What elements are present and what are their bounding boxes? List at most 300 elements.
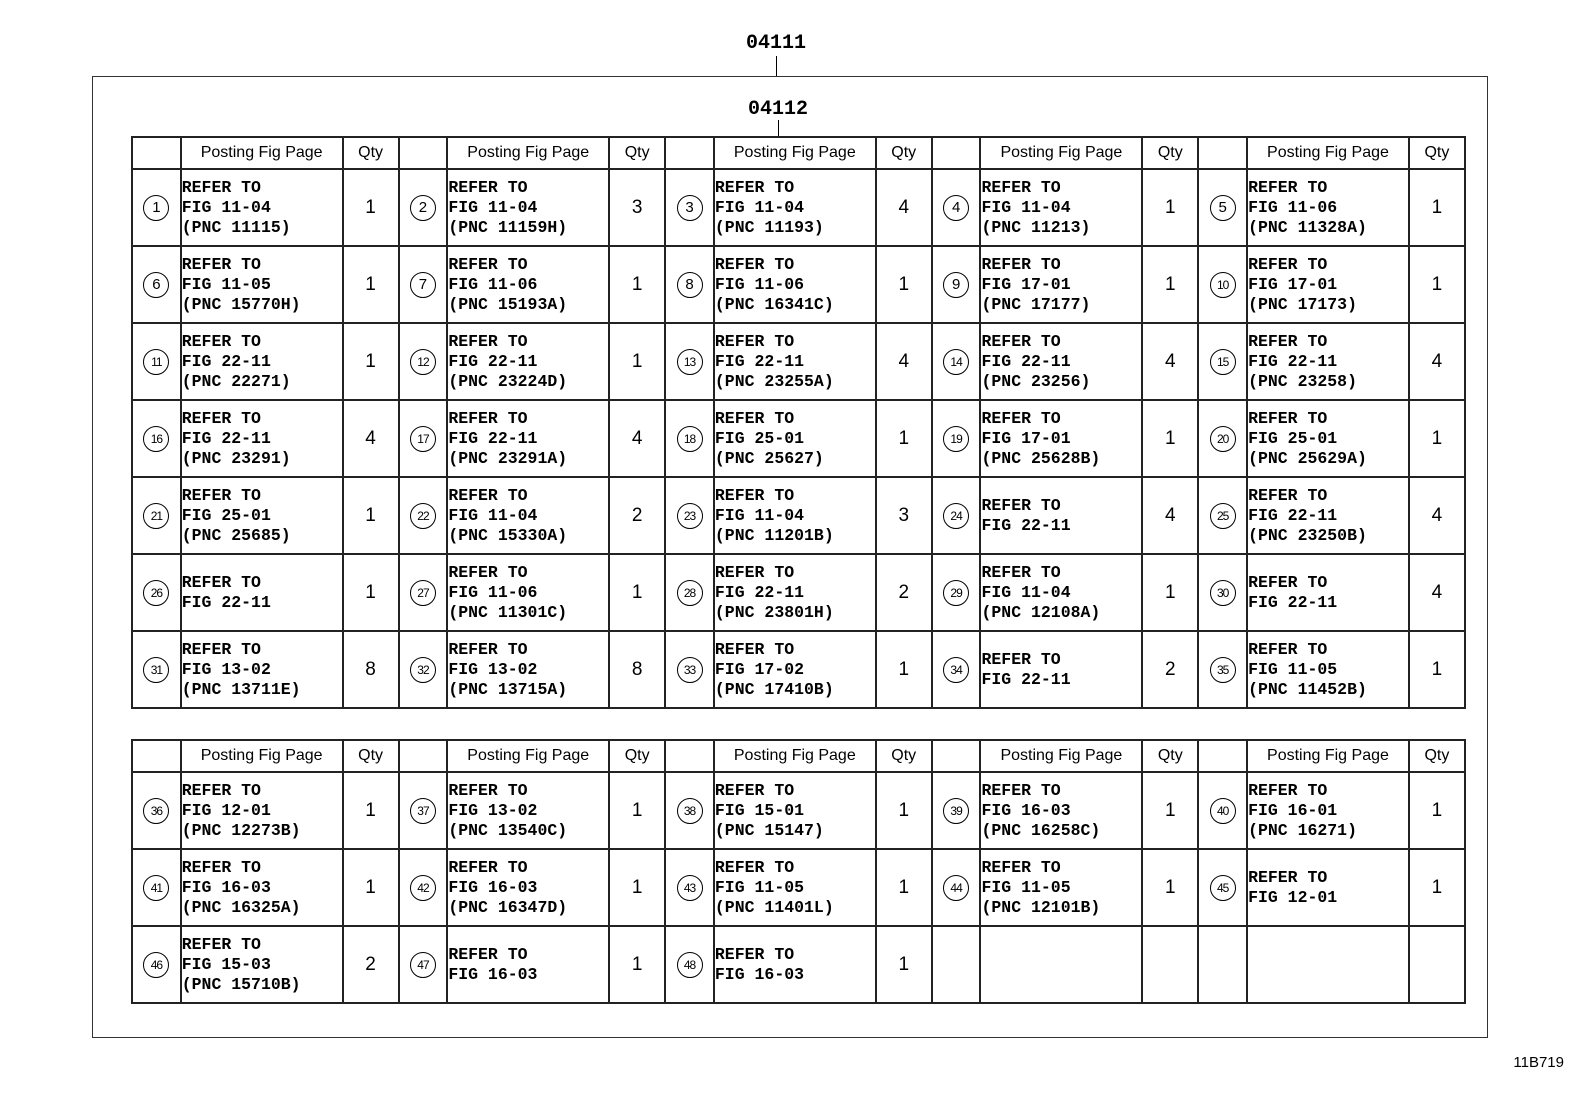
reference-cell bbox=[181, 849, 343, 926]
callout-number: 45 bbox=[1210, 875, 1236, 901]
qty-cell: 4 bbox=[1409, 477, 1465, 554]
callout-cell bbox=[399, 631, 448, 708]
parts-table-1 bbox=[131, 136, 1466, 709]
header-qty: Qty bbox=[609, 137, 665, 169]
reference-cell bbox=[181, 772, 343, 849]
callout-number: 15 bbox=[1210, 349, 1236, 375]
callout-cell bbox=[932, 246, 981, 323]
header-posting: Posting Fig Page bbox=[181, 137, 343, 169]
refer-to-text: REFER TO bbox=[981, 649, 1061, 669]
callout-number: 1 bbox=[143, 195, 169, 221]
refer-to-text: REFER TO bbox=[448, 331, 528, 351]
callout-number: 10 bbox=[1210, 272, 1236, 298]
fig-reference: FIG 11-05 bbox=[181, 274, 271, 294]
pnc-number: (PNC 11301C) bbox=[448, 602, 568, 622]
qty-cell: 1 bbox=[876, 246, 932, 323]
refer-to-text: REFER TO bbox=[181, 254, 261, 274]
callout-number: 23 bbox=[677, 503, 703, 529]
qty-cell: 1 bbox=[343, 554, 399, 631]
refer-to-text: REFER TO bbox=[714, 408, 795, 428]
fig-reference: FIG 25-01 bbox=[714, 428, 805, 448]
callout-number: 3 bbox=[677, 195, 703, 221]
header-posting: Posting Fig Page bbox=[447, 740, 609, 772]
pnc-number: (PNC 15770H) bbox=[181, 294, 301, 314]
fig-reference: FIG 11-04 bbox=[981, 197, 1071, 217]
callout-cell bbox=[665, 849, 714, 926]
fig-reference: FIG 11-06 bbox=[448, 274, 538, 294]
table-row bbox=[132, 169, 1465, 246]
qty-cell: 3 bbox=[876, 477, 932, 554]
fig-reference: FIG 16-03 bbox=[448, 964, 538, 984]
callout-number: 32 bbox=[410, 657, 436, 683]
callout-number: 2 bbox=[410, 195, 436, 221]
reference-cell bbox=[1247, 849, 1409, 926]
pnc-number: (PNC 11201B) bbox=[714, 525, 834, 545]
refer-to-text: REFER TO bbox=[448, 562, 528, 582]
fig-reference: FIG 11-05 bbox=[1248, 659, 1338, 679]
callout-number: 43 bbox=[677, 875, 703, 901]
qty-cell: 1 bbox=[1142, 169, 1198, 246]
fig-reference: FIG 22-11 bbox=[181, 351, 271, 371]
callout-cell bbox=[932, 554, 981, 631]
callout-cell bbox=[1198, 246, 1247, 323]
pnc-number: (PNC 23224D) bbox=[448, 371, 568, 391]
pnc-number: (PNC 23256) bbox=[981, 371, 1091, 391]
callout-number: 30 bbox=[1210, 580, 1236, 606]
callout-cell bbox=[1198, 477, 1247, 554]
fig-reference: FIG 16-03 bbox=[448, 877, 538, 897]
refer-to-text: REFER TO bbox=[981, 254, 1061, 274]
pnc-number: (PNC 23291A) bbox=[448, 448, 568, 468]
refer-to-text: REFER TO bbox=[181, 639, 261, 659]
table-row bbox=[132, 772, 1465, 849]
refer-to-text: REFER TO bbox=[981, 408, 1061, 428]
reference-cell bbox=[714, 631, 876, 708]
fig-reference: FIG 22-11 bbox=[981, 669, 1071, 689]
refer-to-text: REFER TO bbox=[714, 254, 795, 274]
refer-to-text: REFER TO bbox=[714, 944, 795, 964]
pnc-number: (PNC 17177) bbox=[981, 294, 1091, 314]
qty-cell: 2 bbox=[876, 554, 932, 631]
callout-cell bbox=[1198, 169, 1247, 246]
qty-cell bbox=[1409, 926, 1465, 1003]
qty-cell: 4 bbox=[343, 400, 399, 477]
header-qty: Qty bbox=[1142, 137, 1198, 169]
callout-cell bbox=[399, 849, 448, 926]
qty-cell: 1 bbox=[876, 849, 932, 926]
callout-cell bbox=[932, 477, 981, 554]
qty-cell: 4 bbox=[1409, 323, 1465, 400]
reference-cell bbox=[714, 400, 876, 477]
pnc-number: (PNC 12108A) bbox=[981, 602, 1101, 622]
callout-number: 12 bbox=[410, 349, 436, 375]
refer-to-text: REFER TO bbox=[181, 331, 261, 351]
qty-cell: 1 bbox=[343, 849, 399, 926]
refer-to-text: REFER TO bbox=[181, 572, 261, 592]
fig-reference: FIG 22-11 bbox=[981, 351, 1071, 371]
header-posting: Posting Fig Page bbox=[447, 137, 609, 169]
reference-cell bbox=[181, 926, 343, 1003]
callout-cell bbox=[665, 554, 714, 631]
callout-number: 16 bbox=[143, 426, 169, 452]
pnc-number: (PNC 15147) bbox=[714, 820, 824, 840]
callout-cell bbox=[1198, 926, 1247, 1003]
table-row bbox=[132, 477, 1465, 554]
header-qty: Qty bbox=[609, 740, 665, 772]
callout-number: 6 bbox=[143, 272, 169, 298]
header-blank bbox=[932, 740, 981, 772]
reference-cell bbox=[181, 554, 343, 631]
header-qty: Qty bbox=[1142, 740, 1198, 772]
callout-cell bbox=[665, 169, 714, 246]
reference-cell bbox=[714, 772, 876, 849]
callout-number: 27 bbox=[410, 580, 436, 606]
callout-cell bbox=[932, 926, 981, 1003]
pnc-number: (PNC 17410B) bbox=[714, 679, 834, 699]
header-posting: Posting Fig Page bbox=[714, 137, 876, 169]
pnc-number: (PNC 25628B) bbox=[981, 448, 1101, 468]
callout-number: 37 bbox=[410, 798, 436, 824]
callout-cell bbox=[399, 246, 448, 323]
qty-cell: 1 bbox=[609, 849, 665, 926]
refer-to-text: REFER TO bbox=[981, 857, 1061, 877]
fig-reference: FIG 17-01 bbox=[981, 274, 1071, 294]
table-row bbox=[132, 631, 1465, 708]
reference-cell bbox=[181, 169, 343, 246]
reference-cell bbox=[714, 554, 876, 631]
pnc-number: (PNC 16271) bbox=[1248, 820, 1357, 840]
fig-reference: FIG 12-01 bbox=[181, 800, 271, 820]
callout-cell bbox=[1198, 772, 1247, 849]
callout-cell bbox=[932, 631, 981, 708]
qty-cell: 1 bbox=[1409, 849, 1465, 926]
fig-reference: FIG 13-02 bbox=[448, 659, 538, 679]
qty-cell: 1 bbox=[609, 323, 665, 400]
qty-cell: 4 bbox=[1142, 477, 1198, 554]
callout-cell bbox=[132, 926, 181, 1003]
refer-to-text: REFER TO bbox=[1248, 780, 1328, 800]
qty-cell: 1 bbox=[1409, 772, 1465, 849]
table-row bbox=[132, 849, 1465, 926]
refer-to-text: REFER TO bbox=[714, 639, 795, 659]
refer-to-text: REFER TO bbox=[981, 562, 1061, 582]
pnc-number: (PNC 25685) bbox=[181, 525, 291, 545]
reference-cell bbox=[714, 849, 876, 926]
fig-reference: FIG 11-05 bbox=[981, 877, 1071, 897]
callout-number: 28 bbox=[677, 580, 703, 606]
callout-number: 11 bbox=[143, 349, 169, 375]
callout-number: 29 bbox=[943, 580, 969, 606]
refer-to-text: REFER TO bbox=[181, 934, 261, 954]
reference-cell bbox=[1247, 477, 1409, 554]
qty-cell: 1 bbox=[343, 772, 399, 849]
callout-number: 18 bbox=[677, 426, 703, 452]
pnc-number: (PNC 23258) bbox=[1248, 371, 1357, 391]
qty-cell: 1 bbox=[876, 631, 932, 708]
callout-cell bbox=[132, 400, 181, 477]
callout-cell bbox=[399, 323, 448, 400]
qty-cell: 1 bbox=[343, 246, 399, 323]
callout-number: 7 bbox=[410, 272, 436, 298]
refer-to-text: REFER TO bbox=[181, 485, 261, 505]
reference-cell bbox=[181, 477, 343, 554]
assembly-code-inner: 04112 bbox=[748, 98, 809, 121]
header-qty: Qty bbox=[1409, 137, 1465, 169]
reference-cell bbox=[1247, 772, 1409, 849]
header-blank bbox=[399, 740, 448, 772]
refer-to-text: REFER TO bbox=[448, 944, 528, 964]
callout-number: 36 bbox=[143, 798, 169, 824]
reference-cell bbox=[1247, 169, 1409, 246]
pnc-number: (PNC 11159H) bbox=[448, 217, 568, 237]
callout-cell bbox=[932, 772, 981, 849]
reference-cell bbox=[980, 926, 1142, 1003]
qty-cell: 4 bbox=[876, 169, 932, 246]
pnc-number: (PNC 25629A) bbox=[1248, 448, 1367, 468]
refer-to-text: REFER TO bbox=[1248, 639, 1328, 659]
pnc-number: (PNC 15193A) bbox=[448, 294, 568, 314]
header-blank bbox=[932, 137, 981, 169]
qty-cell: 4 bbox=[876, 323, 932, 400]
header-blank bbox=[665, 137, 714, 169]
table-row bbox=[132, 926, 1465, 1003]
callout-number: 21 bbox=[143, 503, 169, 529]
header-blank bbox=[1198, 137, 1247, 169]
reference-cell bbox=[714, 323, 876, 400]
refer-to-text: REFER TO bbox=[448, 485, 528, 505]
fig-reference: FIG 11-04 bbox=[714, 197, 805, 217]
callout-number: 46 bbox=[143, 952, 169, 978]
callout-cell bbox=[1198, 323, 1247, 400]
refer-to-text: REFER TO bbox=[714, 485, 795, 505]
refer-to-text: REFER TO bbox=[448, 177, 528, 197]
fig-reference: FIG 22-11 bbox=[981, 515, 1071, 535]
reference-cell bbox=[1247, 323, 1409, 400]
qty-cell: 1 bbox=[609, 772, 665, 849]
callout-number: 13 bbox=[677, 349, 703, 375]
refer-to-text: REFER TO bbox=[1248, 867, 1328, 887]
qty-cell: 1 bbox=[876, 926, 932, 1003]
qty-cell: 1 bbox=[1409, 169, 1465, 246]
callout-cell bbox=[665, 772, 714, 849]
qty-cell: 1 bbox=[609, 926, 665, 1003]
refer-to-text: REFER TO bbox=[1248, 572, 1328, 592]
header-qty: Qty bbox=[876, 740, 932, 772]
callout-cell bbox=[665, 246, 714, 323]
fig-reference: FIG 13-02 bbox=[448, 800, 538, 820]
pnc-number: (PNC 12273B) bbox=[181, 820, 301, 840]
callout-number: 40 bbox=[1210, 798, 1236, 824]
callout-cell bbox=[399, 926, 448, 1003]
callout-cell bbox=[665, 926, 714, 1003]
fig-reference: FIG 22-11 bbox=[181, 428, 271, 448]
callout-cell bbox=[665, 477, 714, 554]
callout-cell bbox=[1198, 631, 1247, 708]
refer-to-text: REFER TO bbox=[981, 331, 1061, 351]
callout-number: 48 bbox=[677, 952, 703, 978]
header-qty: Qty bbox=[343, 137, 399, 169]
reference-cell bbox=[980, 169, 1142, 246]
qty-cell bbox=[1142, 926, 1198, 1003]
fig-reference: FIG 22-11 bbox=[1248, 505, 1338, 525]
pnc-number: (PNC 11401L) bbox=[714, 897, 834, 917]
callout-cell bbox=[132, 323, 181, 400]
pnc-number: (PNC 11452B) bbox=[1248, 679, 1367, 699]
header-blank bbox=[665, 740, 714, 772]
callout-number: 35 bbox=[1210, 657, 1236, 683]
header-posting: Posting Fig Page bbox=[1247, 137, 1409, 169]
callout-cell bbox=[932, 323, 981, 400]
reference-cell bbox=[181, 246, 343, 323]
refer-to-text: REFER TO bbox=[714, 857, 795, 877]
refer-to-text: REFER TO bbox=[981, 495, 1061, 515]
callout-number: 9 bbox=[943, 272, 969, 298]
parts-table-2 bbox=[131, 739, 1466, 1004]
fig-reference: FIG 17-01 bbox=[981, 428, 1071, 448]
qty-cell: 1 bbox=[1142, 554, 1198, 631]
pnc-number: (PNC 23250B) bbox=[1248, 525, 1367, 545]
pnc-number: (PNC 11213) bbox=[981, 217, 1091, 237]
pnc-number: (PNC 23255A) bbox=[714, 371, 834, 391]
callout-cell bbox=[399, 554, 448, 631]
fig-reference: FIG 11-06 bbox=[448, 582, 538, 602]
reference-cell bbox=[714, 246, 876, 323]
table-row bbox=[132, 246, 1465, 323]
callout-number: 22 bbox=[410, 503, 436, 529]
fig-reference: FIG 22-11 bbox=[1248, 592, 1338, 612]
reference-cell bbox=[980, 400, 1142, 477]
qty-cell: 1 bbox=[876, 400, 932, 477]
fig-reference: FIG 11-05 bbox=[714, 877, 805, 897]
fig-reference: FIG 16-03 bbox=[181, 877, 271, 897]
assembly-code-outer: 04111 bbox=[746, 32, 807, 55]
pnc-number: (PNC 15330A) bbox=[448, 525, 568, 545]
header-posting: Posting Fig Page bbox=[181, 740, 343, 772]
reference-cell bbox=[447, 772, 609, 849]
reference-cell bbox=[447, 477, 609, 554]
fig-reference: FIG 15-01 bbox=[714, 800, 805, 820]
reference-cell bbox=[980, 849, 1142, 926]
callout-number: 19 bbox=[943, 426, 969, 452]
callout-cell bbox=[399, 169, 448, 246]
callout-cell bbox=[665, 631, 714, 708]
refer-to-text: REFER TO bbox=[1248, 331, 1328, 351]
qty-cell: 8 bbox=[343, 631, 399, 708]
header-blank bbox=[399, 137, 448, 169]
refer-to-text: REFER TO bbox=[981, 177, 1061, 197]
qty-cell: 2 bbox=[609, 477, 665, 554]
fig-reference: FIG 22-11 bbox=[448, 351, 538, 371]
pnc-number: (PNC 23801H) bbox=[714, 602, 834, 622]
pnc-number: (PNC 25627) bbox=[714, 448, 824, 468]
callout-cell bbox=[132, 246, 181, 323]
reference-cell bbox=[980, 323, 1142, 400]
pnc-number: (PNC 12101B) bbox=[981, 897, 1101, 917]
callout-number: 44 bbox=[943, 875, 969, 901]
callout-number: 8 bbox=[677, 272, 703, 298]
pnc-number: (PNC 16258C) bbox=[981, 820, 1101, 840]
reference-cell bbox=[1247, 631, 1409, 708]
callout-cell bbox=[399, 400, 448, 477]
callout-cell bbox=[132, 631, 181, 708]
reference-cell bbox=[980, 631, 1142, 708]
pnc-number: (PNC 11328A) bbox=[1248, 217, 1367, 237]
refer-to-text: REFER TO bbox=[181, 177, 261, 197]
table-row bbox=[132, 400, 1465, 477]
callout-cell bbox=[132, 169, 181, 246]
fig-reference: FIG 11-04 bbox=[181, 197, 271, 217]
refer-to-text: REFER TO bbox=[448, 254, 528, 274]
callout-number: 34 bbox=[943, 657, 969, 683]
callout-cell bbox=[399, 772, 448, 849]
qty-cell: 1 bbox=[1142, 400, 1198, 477]
callout-number: 41 bbox=[143, 875, 169, 901]
refer-to-text: REFER TO bbox=[448, 780, 528, 800]
pnc-number: (PNC 16341C) bbox=[714, 294, 834, 314]
fig-reference: FIG 22-11 bbox=[714, 351, 805, 371]
qty-cell: 4 bbox=[1409, 554, 1465, 631]
pnc-number: (PNC 15710B) bbox=[181, 974, 301, 994]
pnc-number: (PNC 23291) bbox=[181, 448, 291, 468]
header-posting: Posting Fig Page bbox=[1247, 740, 1409, 772]
reference-cell bbox=[447, 631, 609, 708]
callout-number: 17 bbox=[410, 426, 436, 452]
reference-cell bbox=[980, 477, 1142, 554]
qty-cell: 1 bbox=[1409, 246, 1465, 323]
refer-to-text: REFER TO bbox=[1248, 254, 1328, 274]
refer-to-text: REFER TO bbox=[181, 780, 261, 800]
callout-number: 20 bbox=[1210, 426, 1236, 452]
callout-number: 33 bbox=[677, 657, 703, 683]
qty-cell: 1 bbox=[1409, 400, 1465, 477]
qty-cell: 2 bbox=[1142, 631, 1198, 708]
qty-cell: 1 bbox=[343, 477, 399, 554]
refer-to-text: REFER TO bbox=[714, 780, 795, 800]
callout-cell bbox=[932, 169, 981, 246]
reference-cell bbox=[1247, 246, 1409, 323]
reference-cell bbox=[447, 554, 609, 631]
qty-cell: 1 bbox=[1142, 246, 1198, 323]
callout-cell bbox=[132, 849, 181, 926]
fig-reference: FIG 11-04 bbox=[714, 505, 805, 525]
callout-number: 14 bbox=[943, 349, 969, 375]
fig-reference: FIG 15-03 bbox=[181, 954, 271, 974]
qty-cell: 1 bbox=[1409, 631, 1465, 708]
callout-cell bbox=[665, 323, 714, 400]
qty-cell: 3 bbox=[609, 169, 665, 246]
pnc-number: (PNC 22271) bbox=[181, 371, 291, 391]
fig-reference: FIG 25-01 bbox=[1248, 428, 1338, 448]
header-posting: Posting Fig Page bbox=[980, 740, 1142, 772]
callout-cell bbox=[1198, 400, 1247, 477]
refer-to-text: REFER TO bbox=[1248, 408, 1328, 428]
fig-reference: FIG 11-04 bbox=[448, 197, 538, 217]
reference-cell bbox=[980, 772, 1142, 849]
figure-id: 11B719 bbox=[1513, 1054, 1564, 1071]
callout-cell bbox=[1198, 849, 1247, 926]
pnc-number: (PNC 13540C) bbox=[448, 820, 568, 840]
header-qty: Qty bbox=[876, 137, 932, 169]
callout-cell bbox=[932, 400, 981, 477]
refer-to-text: REFER TO bbox=[181, 408, 261, 428]
reference-cell bbox=[181, 400, 343, 477]
callout-number: 4 bbox=[943, 195, 969, 221]
fig-reference: FIG 11-06 bbox=[1248, 197, 1338, 217]
header-qty: Qty bbox=[1409, 740, 1465, 772]
refer-to-text: REFER TO bbox=[1248, 177, 1328, 197]
pnc-number: (PNC 11115) bbox=[181, 217, 291, 237]
reference-cell bbox=[1247, 554, 1409, 631]
